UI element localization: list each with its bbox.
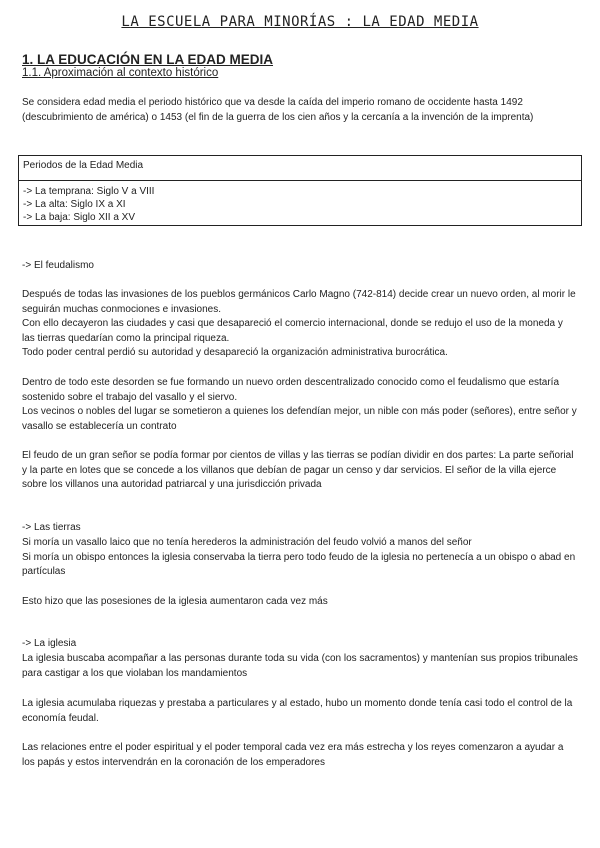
iglesia-paragraph-2: La iglesia acumulaba riquezas y prestaba a particulares y al estado, hubo un momento donde tenía casi todo el control de la economía feudal. (22, 698, 573, 724)
feudalismo-paragraph-2: Dentro de todo este desorden se fue formando un nuevo orden descentralizado conocido como el feudalismo que estaría sostenido sobre el trabajo del vasallo y el siervo. Los vecinos o nobles del lugar se sometieron a quienes los defendían mejor, un nible con más poder (señores), entre señor y vasallo se establecería un contrato (22, 377, 577, 432)
period-item: -> La baja: Siglo XII a XV (23, 212, 136, 223)
feudalismo-paragraph-3: El feudo de un gran señor se podía formar por cientos de villas y las tierras se podían dividir en dos partes: La parte señorial y la parte en lotes que se concede a los villanos que debían de pagar un censo y dar servicios. El señor de la villa ejerce sobre los villanos una autoridad patriarcal y una jurisdicción privada (22, 450, 574, 490)
tierras-paragraph-1: Si moría un vasallo laico que no tenía herederos la administración del feudo volvió a manos del señor Si moría un obispo entonces la iglesia conservaba la tierra pero todo feudo de la iglesia no pertenecía a un obispo o abad en partículas (22, 537, 576, 577)
period-item: -> La alta: Siglo IX a XI (23, 199, 126, 210)
periods-list (19, 181, 581, 224)
tierras-paragraph-2: Esto hizo que las posesiones de la iglesia aumentaron cada vez más (22, 596, 328, 607)
iglesia-paragraph-3: Las relaciones entre el poder espiritual y el poder temporal cada vez era más estrecha y los reyes comenzaron a ayudar a los papás y estos intervendrán en la coronación de los emperadores (22, 742, 564, 768)
periods-table (18, 155, 582, 226)
periods-header: Periodos de la Edad Media (19, 156, 581, 181)
document-title: LA ESCUELA PARA MINORÍAS : LA EDAD MEDIA (121, 14, 479, 30)
feudalismo-paragraph-1: Después de todas las invasiones de los pueblos germánicos Carlo Magno (742-814) decide crear un nuevo orden, al morir le seguirán muchas conmociones e invasiones. Con ello decayeron las ciudades y casi que desapareció el comercio internacional, donde se redujo el uso de la moneda y las tierras quedarían como la principal riqueza. Todo poder central perdió su autoridad y desapareció la organización administrativa burocrática. (22, 289, 576, 358)
sub-heading: 1.1. Aproximación al contexto histórico (22, 67, 219, 79)
period-item: -> La temprana: Siglo V a VIII (23, 186, 155, 197)
feudalismo-label: -> El feudalismo (22, 260, 94, 271)
iglesia-label: -> La iglesia (22, 638, 77, 649)
section-heading: 1. LA EDUCACIÓN EN LA EDAD MEDIA (22, 52, 274, 67)
intro-paragraph: Se considera edad media el periodo histórico que va desde la caída del imperio romano de occidente hasta 1492 (descubrimiento de américa) o 1453 (el fin de la guerra de los cien años y la cercanía a la invención de la imprenta) (22, 97, 534, 123)
iglesia-paragraph-1: La iglesia buscaba acompañar a las personas durante toda su vida (con los sacramentos) y mantenían sus propios tribunales para castigar a los que violaban los mandamientos (22, 653, 578, 679)
tierras-label: -> Las tierras (22, 522, 81, 533)
